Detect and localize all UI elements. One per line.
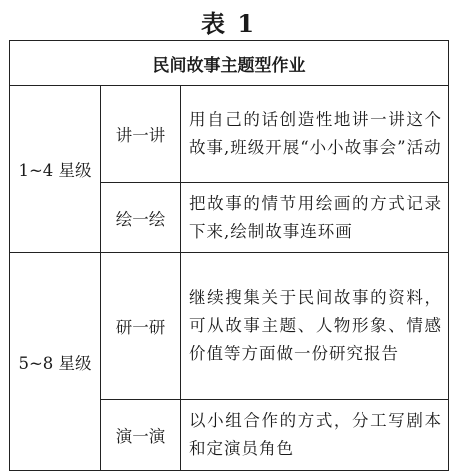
description-cell: 用自己的话创造性地讲一讲这个故事,班级开展“小小故事会”活动 [181,86,449,183]
activity-cell: 绘一绘 [101,183,181,253]
table-header: 民间故事主题型作业 [10,41,449,86]
description-cell: 以小组合作的方式，分工写剧本和定演员角色 [181,400,449,471]
description-cell: 继续搜集关于民间故事的资料，可从故事主题、人物形象、情感价值等方面做一份研究报告 [181,253,449,400]
description-cell: 把故事的情节用绘画的方式记录下来,绘制故事连环画 [181,183,449,253]
table-row [10,86,449,183]
table-row [10,253,449,400]
table-caption: 表 1 [200,9,257,38]
activity-cell: 讲一讲 [101,86,181,183]
activity-cell: 研一研 [101,253,181,400]
level-cell: 1~4 星级 [10,86,101,253]
activity-cell: 演一演 [101,400,181,471]
homework-table [9,40,449,471]
level-cell: 5~8 星级 [10,253,101,471]
table-header-row [10,41,449,86]
